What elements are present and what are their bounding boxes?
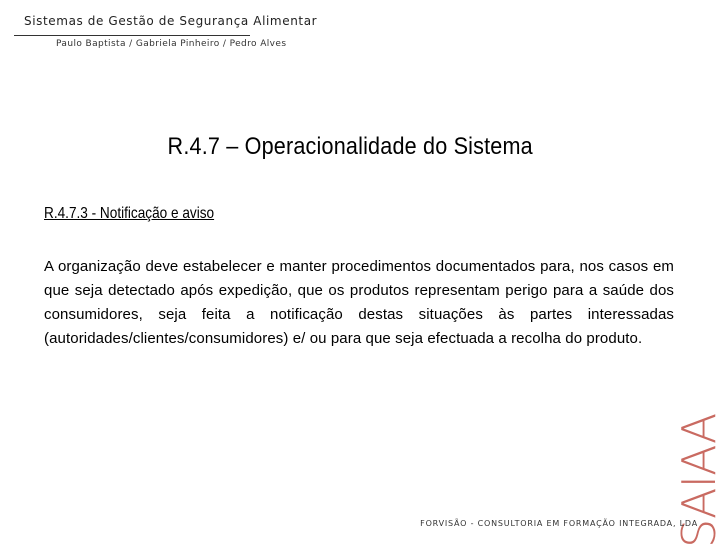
header-authors: Paulo Baptista / Gabriela Pinheiro / Pedro Alves bbox=[56, 39, 287, 49]
saiaa-logo-text: SAIAA bbox=[672, 413, 726, 548]
saiaa-logo bbox=[664, 355, 726, 548]
section-heading: R.4.7.3 - Notificação e aviso bbox=[44, 205, 215, 222]
header-title: Sistemas de Gestão de Segurança Alimentar bbox=[24, 14, 318, 28]
footer-text: FORVISÃO - CONSULTORIA EM FORMAÇÃO INTEGRADA, LDA bbox=[420, 519, 698, 528]
body-paragraph: A organização deve estabelecer e manter procedimentos documentados para, nos casos em que seja detectado após expedição, que os produtos representam perigo para a saúde dos consumidores, seja feita a notificação destas situações às partes interessadas (autoridades/clientes/consumidores) e/ ou para que seja efectuada a recolha do produto. bbox=[44, 258, 674, 347]
header-divider bbox=[14, 35, 250, 36]
slide-title: R.4.7 – Operacionalidade do Sistema bbox=[167, 133, 533, 160]
